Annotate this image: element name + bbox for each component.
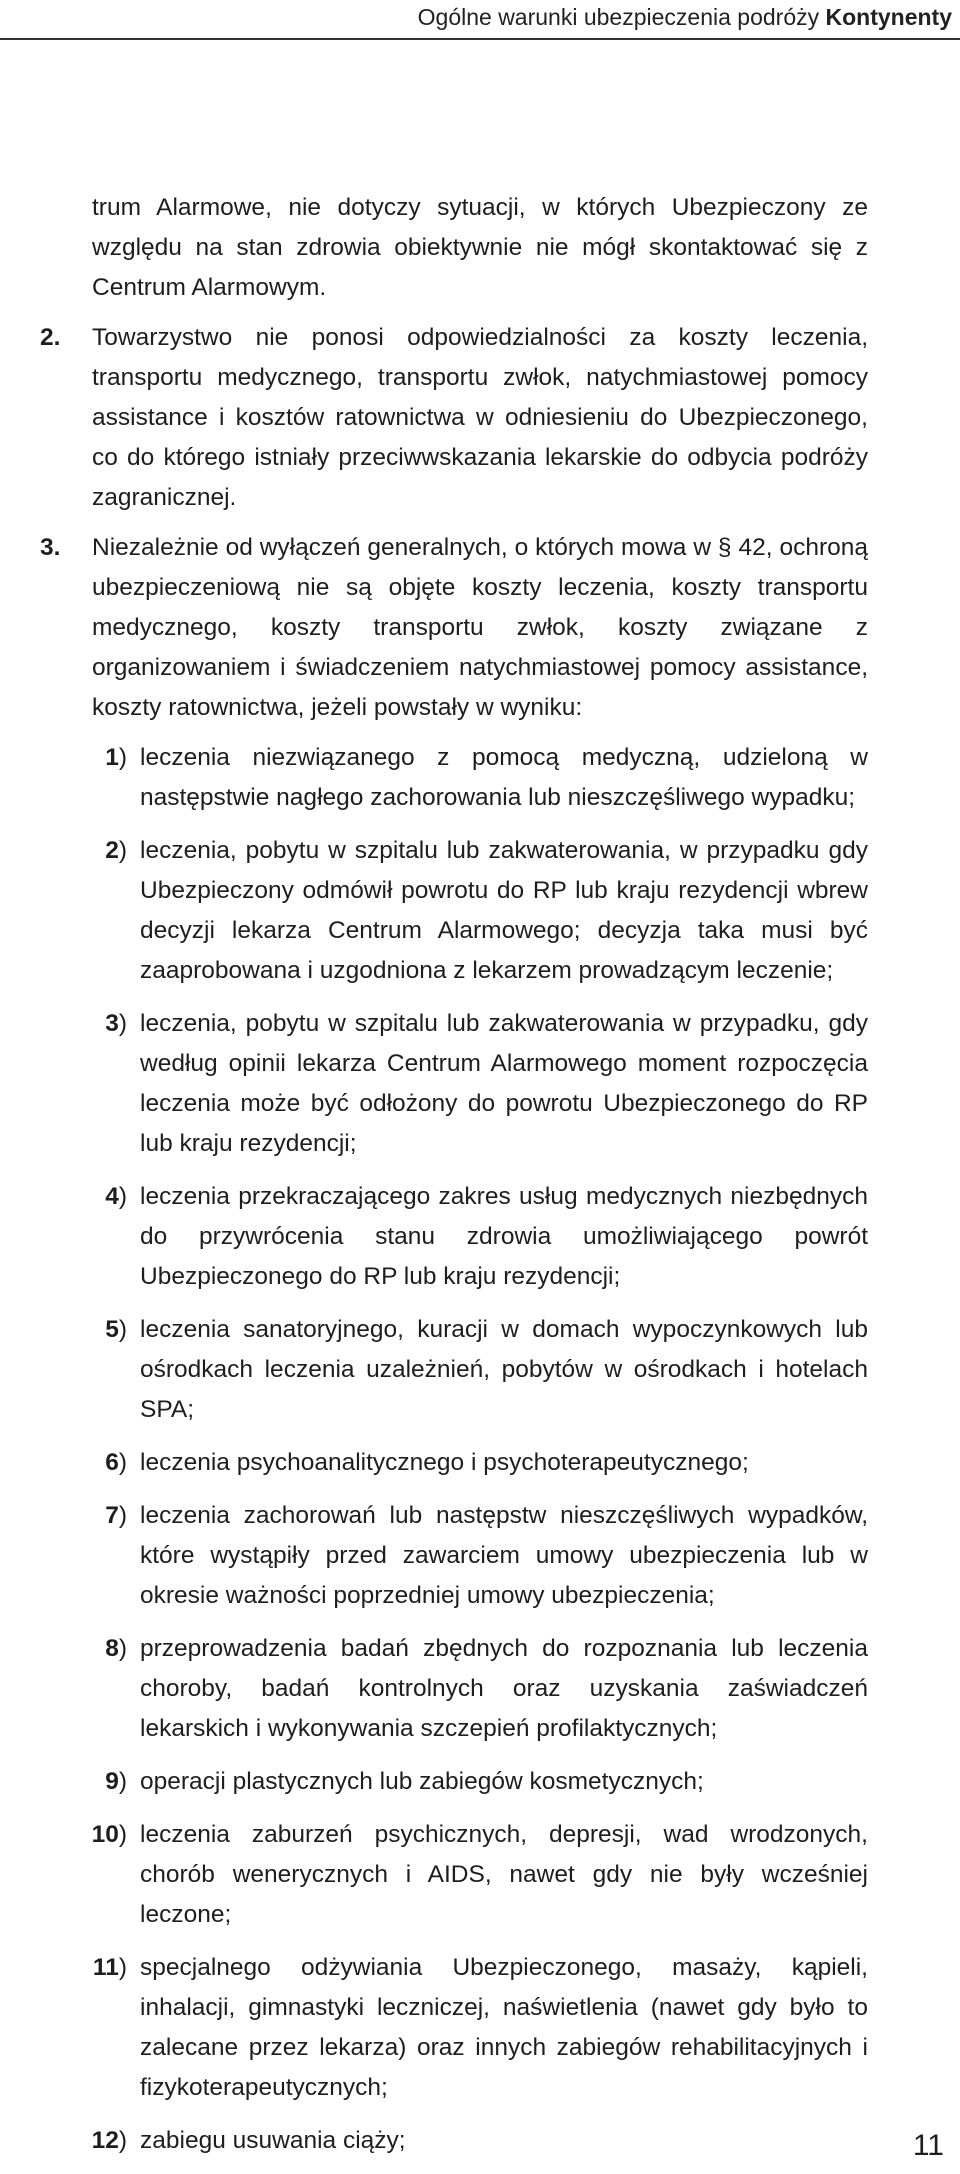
list-item <box>105 1496 868 1616</box>
paragraph-3 <box>40 528 868 728</box>
header-title: Ogólne warunki ubezpieczenia podróży <box>417 4 826 30</box>
list-item-suffix: ) <box>118 837 127 864</box>
paragraph-2 <box>40 318 868 518</box>
list-item-suffix: ) <box>118 1502 127 1529</box>
list-item <box>105 1629 868 1749</box>
paragraph-number: 2. <box>40 324 61 351</box>
list-item-text: leczenia sanatoryjnego, kuracji w domach wypoczynkowych lub ośrodkach leczenia uzależnień, pobytów w ośrodkach i hotelach SPA; <box>140 1316 868 1423</box>
document-body <box>0 188 960 2174</box>
list-item-suffix: ) <box>118 1821 127 1848</box>
list-item-number: 5 <box>105 1316 119 1343</box>
list-item <box>105 831 868 991</box>
list-item-number: 7 <box>105 1502 119 1529</box>
list-item-text: leczenia psychoanalitycznego i psychoterapeutycznego; <box>140 1449 749 1476</box>
paragraph-number: 3. <box>40 534 61 561</box>
intro-paragraph <box>92 188 868 308</box>
header-title-bold: Kontynenty <box>825 4 952 30</box>
list-item <box>105 738 868 818</box>
list-item-text: leczenia, pobytu w szpitalu lub zakwaterowania w przypadku, gdy według opinii lekarza Centrum Alarmowego moment rozpoczęcia leczenia może być odłożony do powrotu Ubezpieczonego do RP lub kraju rezydencji; <box>140 1010 868 1157</box>
list-item-suffix: ) <box>118 1635 127 1662</box>
intro-text: trum Alarmowe, nie dotyczy sytuacji, w których Ubezpieczony ze względu na stan zdrowia obiektywnie nie mógł skontaktować się z Centrum Alarmowym. <box>92 194 868 301</box>
list-item-suffix: ) <box>118 1183 127 1210</box>
list-item-number: 4 <box>105 1183 119 1210</box>
list-item-text: leczenia przekraczającego zakres usług medycznych niezbędnych do przywrócenia stanu zdrowia umożliwiającego powrót Ubezpieczonego do RP lub kraju rezydencji; <box>140 1183 868 1290</box>
list-item <box>91 2121 868 2161</box>
list-item-suffix: ) <box>118 2127 127 2154</box>
list-item-number: 6 <box>105 1449 119 1476</box>
list-item <box>105 1177 868 1297</box>
list-item-suffix: ) <box>118 1954 127 1981</box>
list-item-number: 2 <box>105 837 119 864</box>
list-item-text: przeprowadzenia badań zbędnych do rozpoznania lub leczenia choroby, badań kontrolnych oraz uzyskania zaświadczeń lekarskich i wykonywania szczepień profilaktycznych; <box>140 1635 868 1742</box>
paragraph-text: Niezależnie od wyłączeń generalnych, o których mowa w § 42, ochroną ubezpieczeniową nie są objęte koszty leczenia, koszty transportu medycznego, koszty transportu zwłok, koszty związane z organizowaniem i świadczeniem natychmiastowej pomocy assistance, koszty ratownictwa, jeżeli powstały w wyniku: <box>92 534 868 721</box>
list-item-text: leczenia, pobytu w szpitalu lub zakwaterowania, w przypadku gdy Ubezpieczony odmówił powrotu do RP lub kraju rezydencji wbrew decyzji lekarza Centrum Alarmowego; decyzja taka musi być zaaprobowana i uzgodniona z lekarzem prowadzącym leczenie; <box>140 837 868 984</box>
list-item-number: 11 <box>92 1954 119 1981</box>
list-item-text: operacji plastycznych lub zabiegów kosmetycznych; <box>140 1768 704 1795</box>
list-item <box>105 1762 868 1802</box>
list-item-suffix: ) <box>118 744 127 771</box>
list-item <box>105 1004 868 1164</box>
list-item <box>92 1948 868 2108</box>
exclusions-list <box>0 738 960 2161</box>
list-item-text: leczenia zaburzeń psychicznych, depresji, wad wrodzonych, chorób wenerycznych i AIDS, nawet gdy nie były wcześniej leczone; <box>140 1821 868 1928</box>
list-item-text: leczenia zachorowań lub następstw nieszczęśliwych wypadków, które wystąpiły przed zawarciem umowy ubezpieczenia lub w okresie ważności poprzedniej umowy ubezpieczenia; <box>140 1502 868 1609</box>
list-item-number: 9 <box>105 1768 119 1795</box>
list-item-suffix: ) <box>118 1449 127 1476</box>
list-item <box>91 1815 868 1935</box>
list-item-number: 8 <box>105 1635 119 1662</box>
list-item-suffix: ) <box>118 1768 127 1795</box>
page-header <box>0 0 960 40</box>
list-item-text: leczenia niezwiązanego z pomocą medyczną, udzieloną w następstwie nagłego zachorowania lub nieszczęśliwego wypadku; <box>140 744 868 811</box>
list-item-text: specjalnego odżywiania Ubezpieczonego, masaży, kąpieli, inhalacji, gimnastyki leczniczej, naświetlenia (nawet gdy było to zalecane przez lekarza) oraz innych zabiegów rehabilitacyjnych i fizykoterapeutycznych; <box>140 1954 868 2101</box>
running-header <box>418 4 952 31</box>
list-item-number: 12 <box>91 2127 119 2154</box>
list-item-number: 1 <box>105 744 119 771</box>
paragraph-text: Towarzystwo nie ponosi odpowiedzialności za koszty leczenia, transportu medycznego, transportu zwłok, natychmiastowej pomocy assistance i kosztów ratownictwa w odniesieniu do Ubezpieczonego, co do którego istniały przeciwwskazania lekarskie do odbycia podróży zagranicznej. <box>92 324 868 511</box>
page-number: 11 <box>912 2129 944 2162</box>
list-item <box>105 1310 868 1430</box>
list-item-number: 10 <box>91 1821 119 1848</box>
header-divider <box>0 38 960 40</box>
list-item-suffix: ) <box>118 1316 127 1343</box>
list-item-suffix: ) <box>118 1010 127 1037</box>
list-item-number: 3 <box>105 1010 119 1037</box>
list-item <box>105 1443 868 1483</box>
list-item-text: zabiegu usuwania ciąży; <box>140 2127 406 2154</box>
